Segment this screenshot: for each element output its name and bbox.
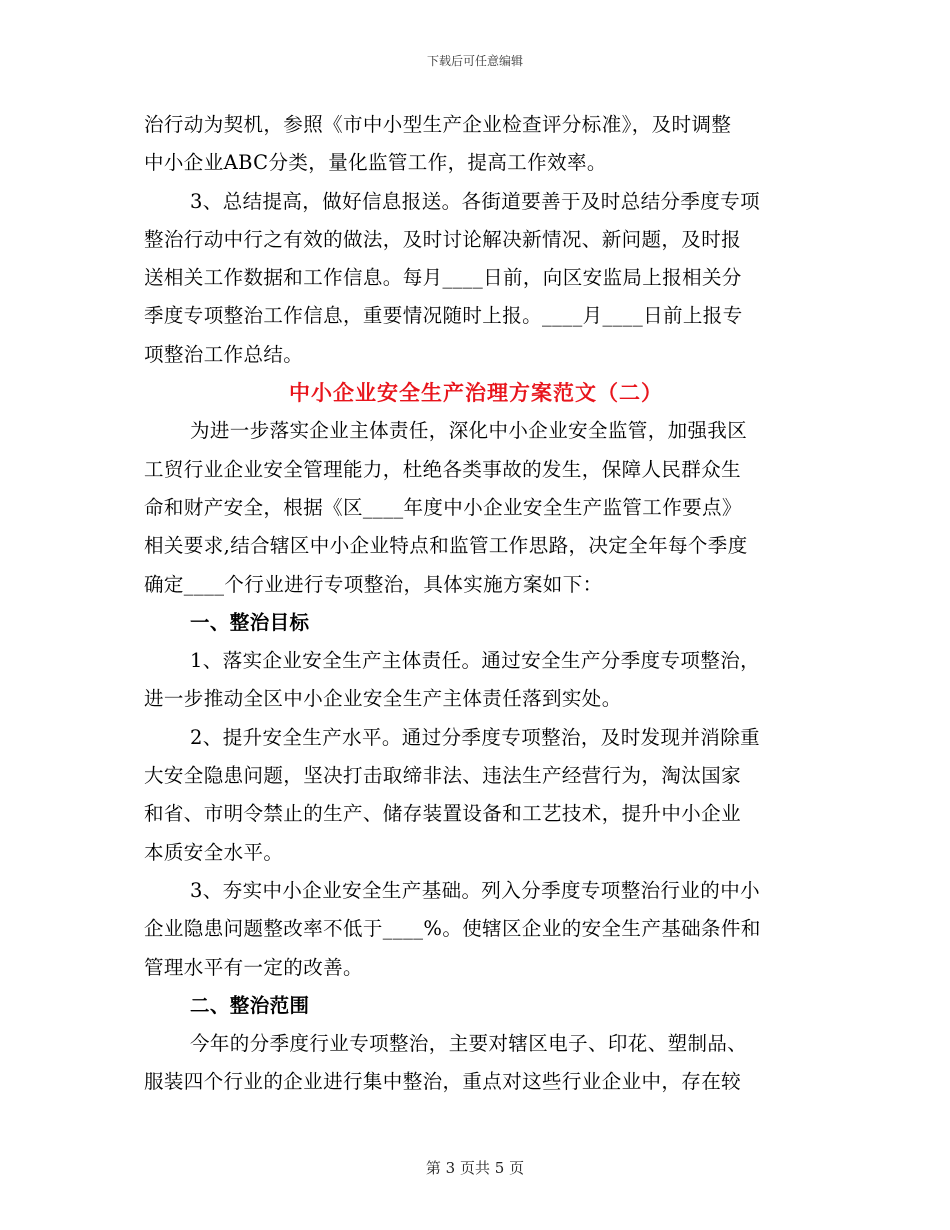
paragraph-line: 为进一步落实企业主体责任，深化中小企业安全监管，加强我区 — [190, 419, 748, 443]
paragraph-line: 服装四个行业的企业进行集中整治，重点对这些行业企业中，存在较 — [144, 1070, 742, 1094]
page-header: 下载后可任意编辑 — [426, 54, 523, 68]
document-body — [144, 106, 808, 1102]
heading-goals: 一、整治目标 — [190, 610, 310, 634]
page-footer: 第 3 页共 5 页 — [425, 1159, 525, 1177]
paragraph-line: 今年的分季度行业专项整治，主要对辖区电子、印花、塑制品、 — [190, 1032, 748, 1056]
paragraph-line: 3、夯实中小企业安全生产基础。列入分季度专项整治行业的中小 — [190, 878, 761, 902]
paragraph-line: 2、提升安全生产水平。通过分季度专项整治，及时发现并消除重 — [190, 725, 761, 749]
paragraph-line: 工贸行业企业安全管理能力，杜绝各类事故的发生，保障人民群众生 — [144, 457, 742, 481]
paragraph-line: 和省、市明令禁止的生产、储存装置设备和工艺技术，提升中小企业 — [144, 802, 742, 826]
paragraph-line: 1、落实企业安全生产主体责任。通过安全生产分季度专项整治， — [190, 649, 761, 673]
paragraph-line: 季度专项整治工作信息，重要情况随时上报。____月____日前上报专 — [144, 304, 743, 328]
paragraph-line: 企业隐患问题整改率不低于____%。使辖区企业的安全生产基础条件和 — [144, 917, 761, 941]
paragraph-line: 项整治工作总结。 — [144, 342, 304, 366]
paragraph-line: 整治行动中行之有效的做法，及时讨论解决新情况、新问题，及时报 — [144, 227, 742, 251]
paragraph-line: 本质安全水平。 — [144, 840, 284, 864]
paragraph-line: 进一步推动全区中小企业安全生产主体责任落到实处。 — [144, 687, 622, 711]
paragraph-line: 治行动为契机，参照《市中小型生产企业检查评分标准》，及时调整 — [144, 113, 732, 136]
paragraph-line: 3、总结提高，做好信息报送。各街道要善于及时总结分季度专项 — [190, 189, 761, 213]
paragraph-line: 管理水平有一定的改善。 — [144, 955, 363, 979]
heading-scope: 二、整治范围 — [190, 993, 310, 1017]
paragraph-line: 相关要求,结合辖区中小企业特点和监管工作思路，决定全年每个季度 — [144, 534, 748, 558]
paragraph-line: 送相关工作数据和工作信息。每月____日前，向区安监局上报相关分 — [144, 266, 742, 290]
paragraph-line: 命和财产安全，根据《区____年度中小企业安全生产监管工作要点》 — [144, 495, 742, 519]
paragraph-line: 确定____个行业进行专项整治，具体实施方案如下： — [144, 572, 603, 596]
paragraph-line: 大安全隐患问题，坚决打击取缔非法、违法生产经营行为，淘汰国家 — [144, 764, 742, 788]
paragraph-line: 中小企业ABC分类，量化监管工作，提高工作效率。 — [144, 151, 607, 175]
section-title: 中小企业安全生产治理方案范文（二） — [289, 380, 663, 406]
